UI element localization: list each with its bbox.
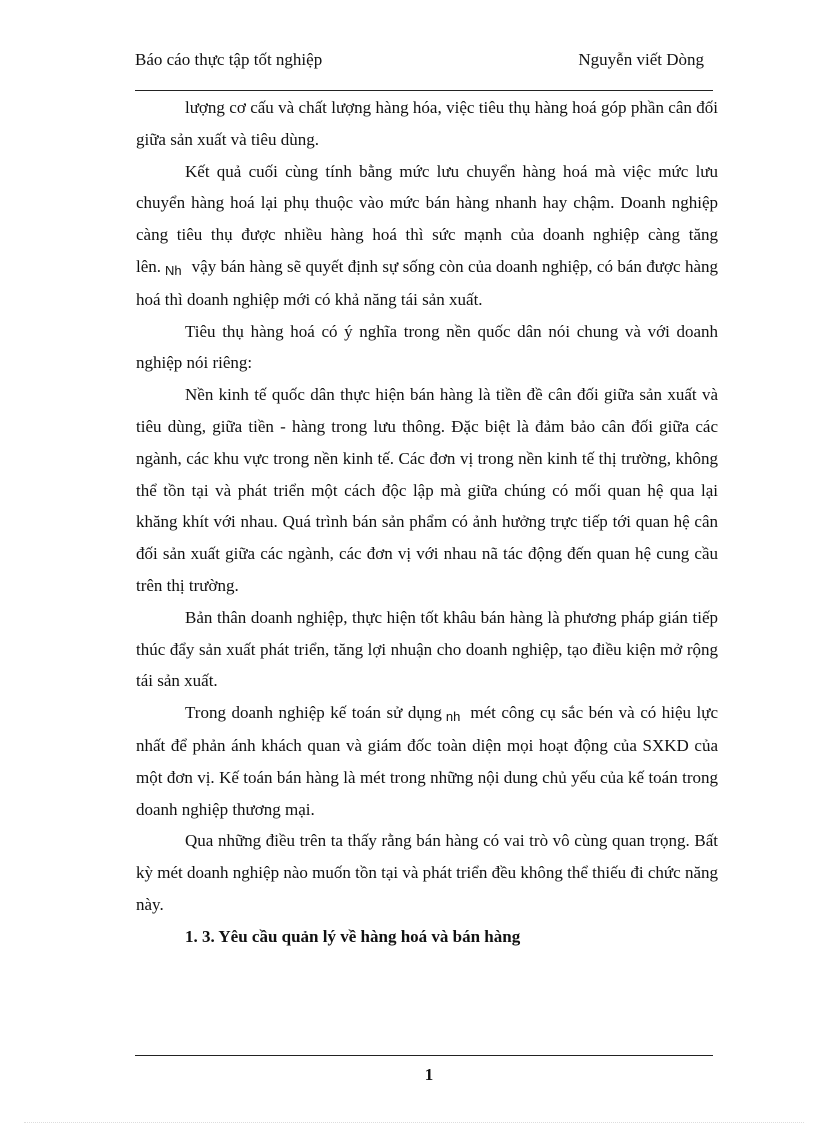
header-author-name: Nguyễn viết Dòng <box>578 50 704 69</box>
document-body <box>136 92 718 953</box>
paragraph-5: Bản thân doanh nghiệp, thực hiện tốt khâu bán hàng là phương pháp gián tiếp thúc đẩy sản xuất phát triển, tăng lợi nhuận cho doanh nghiệp, tạo điều kiện mở rộng tái sản xuất. <box>136 607 718 691</box>
paragraph-3: Tiêu thụ hàng hoá có ý nghĩa trong nền quốc dân nói chung và với doanh nghiệp nói riêng: <box>136 321 718 373</box>
paragraph-7: Qua những điều trên ta thấy rằng bán hàng có vai trò vô cùng quan trọng. Bất kỳ mét doanh nghiệp nào muốn tồn tại và phát triển đều không thể thiếu đi chức năng này. <box>136 831 718 914</box>
page-header <box>135 50 707 74</box>
paragraph-2-part-a: Kết quả cuối cùng tính bằng mức lưu chuyển hàng hoá mà việc mức lưu chuyển hàng hoá lại phụ thuộc vào mức bán hàng nhanh hay chậm. Doanh nghiệp càng tiêu thụ được nhiều hàng hoá thì sức mạnh của doanh nghiệp càng tăng lên. <box>136 161 718 276</box>
page-number: 1 <box>424 1065 434 1084</box>
paragraph-6-inline-fragment: nh <box>445 709 461 725</box>
paragraph-6-part-b: mét công cụ sắc bén và có hiệu lực nhất để phản ánh khách quan và giám đốc toàn diện mọi hoạt động của SXKD của một đơn vị. Kế toán bán hàng là mét trong những nội dung chủ yếu của kế toán trong doanh nghiệp thương mại. <box>136 703 718 819</box>
paragraph-2-part-b: vậy bán hàng sẽ quyết định sự sống còn của doanh nghiệp, có bán được hàng hoá thì doanh nghiệp mới có khả năng tái sản xuất. <box>136 256 718 309</box>
header-divider <box>135 90 713 91</box>
footer-divider <box>135 1055 713 1056</box>
paragraph-1: lượng cơ cấu và chất lượng hàng hóa, việc tiêu thụ hàng hoá góp phần cân đối giữa sản xuất và tiêu dùng. <box>136 98 718 149</box>
section-heading: 1. 3. Yêu cầu quản lý về hàng hoá và bán hàng <box>185 926 521 946</box>
paragraph-6 <box>136 697 718 825</box>
paragraph-4: Nền kinh tế quốc dân thực hiện bán hàng là tiền đề cân đối giữa sản xuất và tiêu dùng, giữa tiền - hàng trong lưu thông. Đặc biệt là đảm bảo cân đối giữa các ngành, các khu vực trong nền kinh tế. Các đơn vị trong nền kinh tế thị trường, không thể tồn tại và phát triển một cách độc lập mà giữa chúng có mối quan hệ qua lại khăng khít với nhau. Quá trình bán sản phẩm có ảnh hưởng trực tiếp tới quan hệ cân đối sản xuất giữa các ngành, các đơn vị với nhau nã tác động đến quan hệ cung cầu trên thị trường. <box>136 385 718 595</box>
paragraph-2-inline-fragment: Nh <box>165 262 182 278</box>
paragraph-6-part-a: Trong doanh nghiệp kế toán sử dụng <box>185 703 442 723</box>
paragraph-2 <box>136 156 718 316</box>
header-report-title: Báo cáo thực tập tốt nghiệp <box>135 50 323 69</box>
